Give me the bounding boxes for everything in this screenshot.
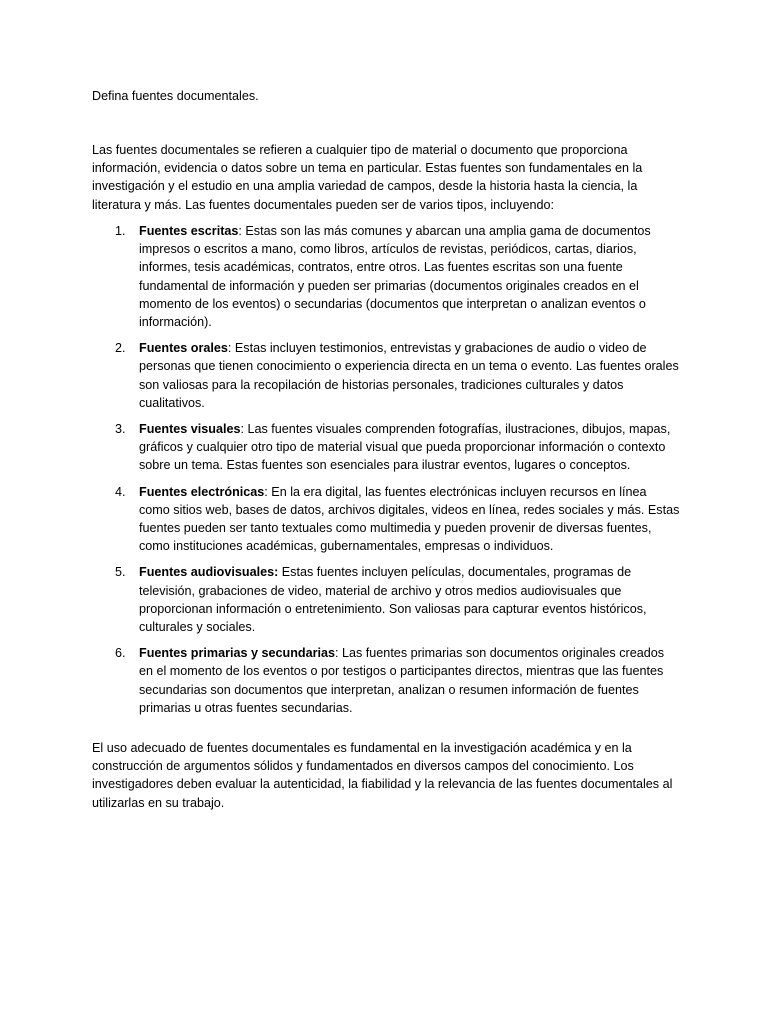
list-item-text: : Las fuentes primarias son documentos originales creados en el momento de los eventos o por testigos o participantes directos, mientras que las fuentes secundarias son documentos que interpretan, analizan o resumen información de fuentes primarias u otras fuentes secundarias. bbox=[139, 646, 665, 715]
list-item-term: Fuentes orales bbox=[139, 341, 228, 356]
list-item-number: 6. bbox=[115, 646, 126, 661]
list-item bbox=[92, 420, 680, 475]
list-item-term: Fuentes electrónicas bbox=[139, 484, 265, 499]
intro-paragraph: Las fuentes documentales se refieren a cualquier tipo de material o documento que proporciona información, evidencia o datos sobre un tema en particular. Estas fuentes son fundamentales en la investigación y el estudio en una amplia variedad de campos, desde la historia hasta la ciencia, la literatura y más. Las fuentes documentales pueden ser de varios tipos, incluyendo: bbox=[92, 143, 643, 212]
list-item-number: 1. bbox=[115, 224, 126, 238]
list-item bbox=[92, 339, 680, 412]
list-item-number: 3. bbox=[115, 422, 126, 437]
closing-paragraph: El uso adecuado de fuentes documentales es fundamental en la investigación académica y en la construcción de argumentos sólidos y fundamentados en diversos campos del conocimiento. Los investigadores deben evaluar la autenticidad, la fiabilidad y la relevancia de las fuentes documentales al utilizarlas en su trabajo. bbox=[92, 741, 673, 810]
list-item bbox=[92, 644, 680, 717]
list-item-text: : Las fuentes visuales comprenden fotografías, ilustraciones, dibujos, mapas, gráficos y cualquier otro tipo de material visual que pueda proporcionar información o contexto sobre un tema. Estas fuentes son esenciales para ilustrar eventos, lugares o conceptos. bbox=[139, 422, 671, 473]
list-item-text: : Estas incluyen testimonios, entrevistas y grabaciones de audio o video de personas que tienen conocimiento o experiencia directa en un tema o evento. Las fuentes orales son valiosas para la recopilación de historias personales, tradiciones culturales y datos cualitativos. bbox=[139, 341, 679, 410]
list-item-term: Fuentes audiovisuales: bbox=[139, 565, 279, 580]
source-types-list bbox=[92, 222, 680, 725]
document-heading: Defina fuentes documentales. bbox=[92, 89, 259, 103]
list-item bbox=[92, 483, 680, 556]
list-item-number: 5. bbox=[115, 565, 126, 580]
list-item-number: 4. bbox=[115, 484, 126, 499]
list-item-term: Fuentes escritas bbox=[139, 224, 239, 238]
list-item-term: Fuentes visuales bbox=[139, 422, 241, 437]
list-item-text: Estas fuentes incluyen películas, documentales, programas de televisión, grabaciones de video, material de archivo y otros medios audiovisuales que proporcionan información o entretenimiento. Son valiosas para capturar eventos históricos, culturales y sociales. bbox=[139, 565, 647, 635]
list-item-text: : En la era digital, las fuentes electrónicas incluyen recursos en línea como sitios web, bases de datos, archivos digitales, videos en línea, redes sociales y más. Estas fuentes pueden ser tanto textuales como multimedia y pueden provenir de diversas fuentes, como instituciones académicas, gubernamentales, empresas o individuos. bbox=[139, 484, 680, 554]
list-item-term: Fuentes primarias y secundarias bbox=[139, 646, 335, 661]
list-item-number: 2. bbox=[115, 341, 126, 356]
list-item bbox=[92, 563, 680, 636]
list-item bbox=[92, 222, 680, 331]
list-item-text: : Estas son las más comunes y abarcan una amplia gama de documentos impresos o escritos a mano, como libros, artículos de revistas, periódicos, cartas, diarios, informes, tesis académicas, contratos, entre otros. Las fuentes escritas son una fuente fundamental de información y pueden ser primarias (documentos originales creados en el momento de los eventos) o secundarias (documentos que interpretan o analizan eventos o información). bbox=[139, 224, 651, 330]
